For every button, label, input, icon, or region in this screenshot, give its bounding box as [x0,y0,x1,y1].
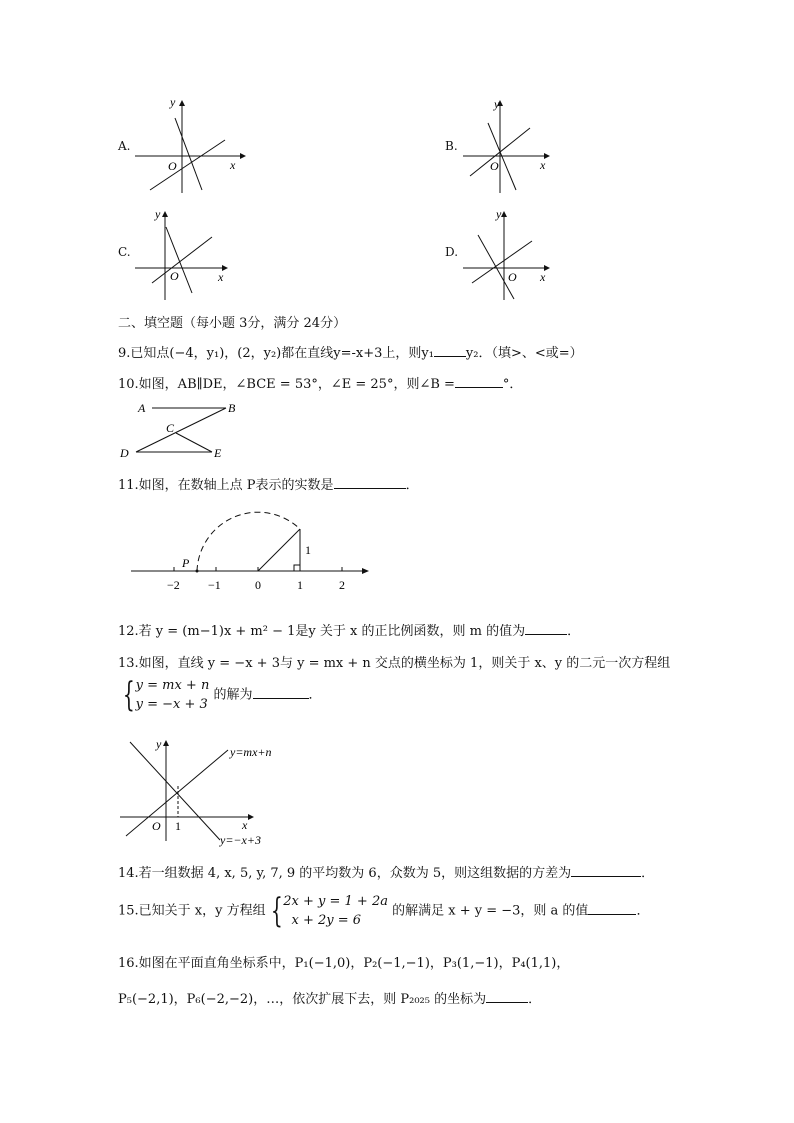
line-decreasing [166,227,192,293]
question-12 [118,620,580,639]
line-increasing [150,140,225,190]
point-d: D [120,446,129,460]
question-13-system [118,676,322,714]
point-e: E [214,446,222,460]
y-label: y [496,207,502,221]
question-14 [118,862,654,881]
option-a-graph [130,95,250,202]
option-d-graph [458,205,568,309]
q12-answer-blank[interactable] [525,621,567,635]
question-16-line2 [118,988,541,1007]
q13-system [136,676,210,714]
q15-prefix: 15.已知关于 x，y 方程组 [118,903,266,919]
q10-text: 10.如图，AB∥DE，∠BCE = 53°，∠E = 25°，则∠B = [118,377,455,392]
origin-label: O [152,819,161,833]
q15-eq1: 2x + y = 1 + 2a [283,894,388,909]
line-label-mx-plus-n: y=mx+n [230,745,272,759]
figure-10 [116,398,246,466]
q13-eq1: y = mx + n [135,678,210,693]
tick-label-0: 0 [255,578,261,592]
tick-label-2: 2 [339,578,345,592]
x-label: x [218,270,224,284]
option-c-graph [130,205,240,309]
origin-label: O [508,270,517,284]
question-16-line1: 16.如图在平面直角坐标系中，P₁(−1,0)，P₂(−1,−1)，P₃(1,−1)，P₄(1,1)， [118,956,570,971]
point-c: C [166,421,175,435]
y-label: y [156,737,162,751]
point-b: B [228,401,236,415]
q12-text: 12.若 y = (m−1)x + m² − 1是y 关于 x 的正比例函数，则 m 的值为 [118,624,526,639]
q13-eq2: y = −x + 3 [135,697,208,712]
figure-13 [118,736,288,852]
tick-label-1: 1 [297,578,303,592]
option-a-label: A. [118,139,131,153]
q9-answer-blank[interactable] [434,343,466,357]
q16-tail: ． [528,992,542,1007]
system-brace: { [122,675,135,715]
line-decreasing [175,118,202,190]
q11-text: 11.如图，在数轴上点 P表示的实数是 [118,478,334,493]
q13-answer-blank[interactable] [253,685,309,699]
q15-eq2: x + 2y = 6 [291,913,362,928]
tick-label-neg1: −1 [208,578,221,592]
q15-tail: ． [636,903,650,919]
y-label: y [170,95,176,109]
q9-tail: y₂．（填>、<或=） [465,346,583,361]
q12-tail: ． [567,624,581,639]
question-13-line1: 13.如图，直线 y = −x + 3与 y = mx + n 交点的横坐标为 1，则关于 x、y 的二元一次方程组 [118,656,671,671]
q10-tail: °． [502,377,523,392]
q16-answer-blank[interactable] [486,989,528,1003]
question-9 [118,342,583,361]
question-11 [118,474,419,493]
right-angle-mark [294,565,300,571]
q15-system [283,892,388,930]
height-label: 1 [305,543,311,557]
x-label: x [230,158,236,172]
line-label-neg-x-plus-3: y=−x+3 [220,833,261,847]
option-b-graph [458,98,578,202]
q13-end: ． [308,687,322,703]
q14-answer-blank[interactable] [571,863,641,877]
q16-line2: P₅(−2,1)，P₆(−2,−2)，…，依次扩展下去，则 P₂₀₂₅ 的坐标为 [118,992,487,1007]
q13-tail: 的解为 [213,687,253,703]
segment-bd [136,408,226,452]
system-brace: { [270,891,283,931]
tick-label-neg2: −2 [167,578,180,592]
q11-tail: ． [405,478,419,493]
x-label: x [540,158,546,172]
arc-dashed [197,512,300,571]
x-label: x [540,270,546,284]
point-p-label: P [182,556,190,570]
question-15 [118,892,649,930]
y-label: y [494,97,500,111]
segment-ce [176,433,212,452]
q14-tail: ． [641,866,655,881]
q11-answer-blank[interactable] [334,475,406,489]
q14-text: 14.若一组数据 4, x, 5, y, 7, 9 的平均数为 6，众数为 5，则这组数据的方差为 [118,866,572,881]
option-d-label: D. [445,245,459,259]
x-label: x [242,818,248,832]
option-c-label: C. [118,245,131,259]
section-title: 二、填空题（每小题 3分，满分 24分） [118,316,347,331]
line-increasing [152,237,212,283]
line-decreasing [478,235,514,299]
q9-text: 9.已知点(−4，y₁)，(2，y₂)都在直线y=-x+3上，则y₁ [118,346,434,361]
question-10 [118,373,522,392]
q10-answer-blank[interactable] [455,374,503,388]
q15-answer-blank[interactable] [588,901,636,915]
origin-label: O [168,159,177,173]
origin-label: O [490,159,499,173]
q15-mid: 的解满足 x + y = −3，则 a 的值 [392,903,589,919]
point-a: A [138,401,146,415]
option-b-label: B. [445,139,458,153]
one-label: 1 [175,819,181,833]
point-p-dot [196,570,199,573]
figure-11-number-line [126,505,376,601]
origin-label: O [170,269,179,283]
y-label: y [155,207,161,221]
